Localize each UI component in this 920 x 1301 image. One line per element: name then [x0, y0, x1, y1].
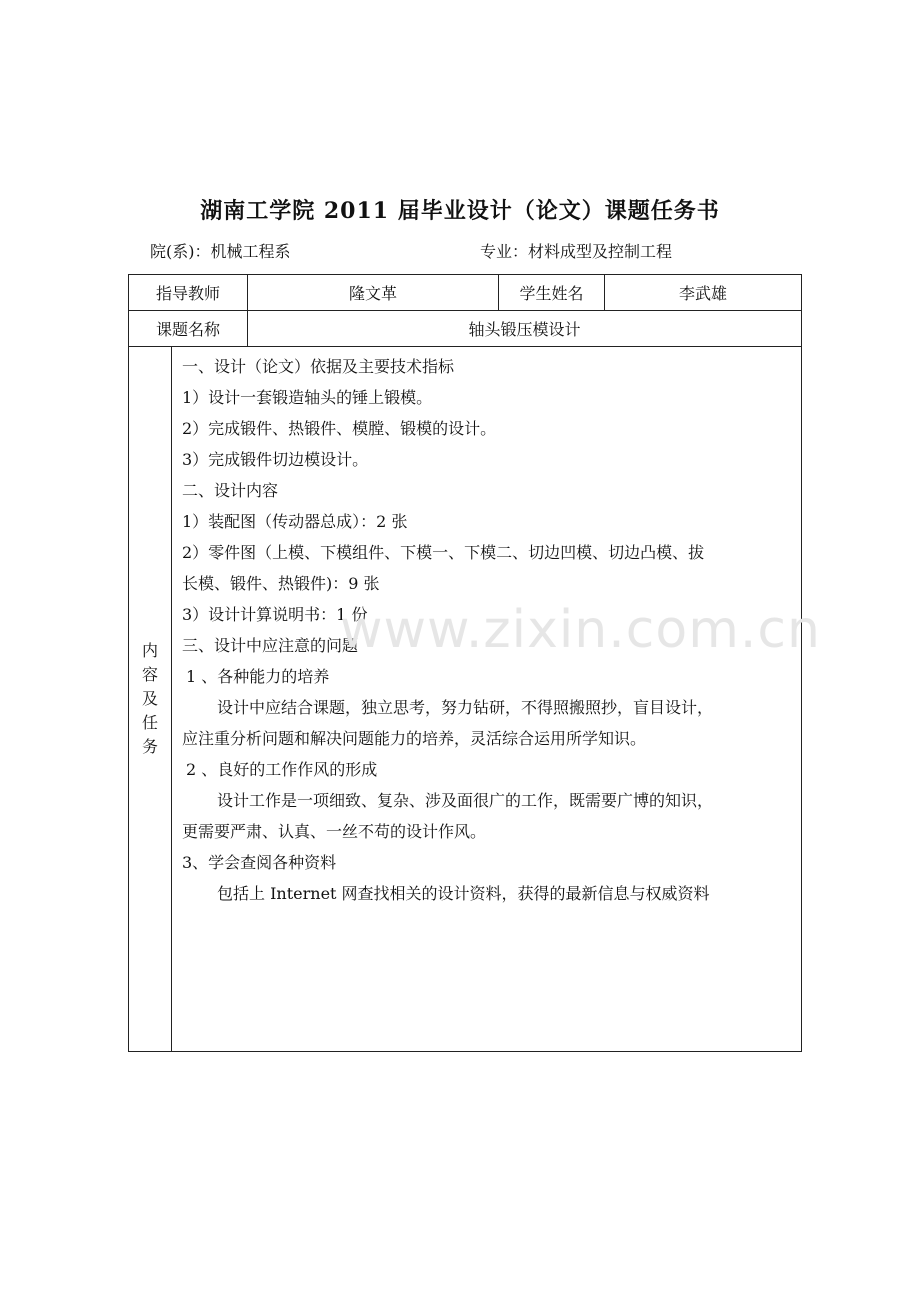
document-title: 湖南工学院 2011 届毕业设计（论文）课题任务书: [200, 198, 720, 224]
content-side-label: [129, 347, 172, 1052]
section-2-title: 二、设计内容: [182, 481, 279, 500]
section-3-sub-1-text-a: 设计中应结合课题，独立思考，努力钻研，不得照搬照抄，盲目设计，: [217, 698, 714, 717]
topic-row: [129, 311, 802, 347]
side-char: 务: [141, 737, 158, 756]
side-char: 内: [141, 641, 158, 660]
section-1-item-1: 1）设计一套锻造轴头的锤上锻模。: [182, 388, 433, 407]
section-3-sub-3-title: 3、学会查阅各种资料: [182, 853, 337, 872]
major-label: 专业：材料成型及控制工程: [480, 242, 673, 261]
section-2-item-1: 1）装配图（传动器总成）：2 张: [182, 512, 408, 531]
section-3-sub-2-text-b: 更需要严肃、认真、一丝不苟的设计作风。: [182, 822, 487, 841]
section-2-item-3: 3）设计计算说明书：1 份: [182, 605, 368, 624]
section-3-sub-1-text-b: 应注重分析问题和解决问题能力的培养，灵活综合运用所学知识。: [182, 729, 647, 748]
section-3-sub-1-title: 1 、各种能力的培养: [186, 667, 330, 686]
section-2-item-2a: 2）零件图（上模、下模组件、下模一、下模二、切边凹模、切边凸模、拔: [182, 543, 705, 562]
watermark: www.zixin.com.cn: [340, 600, 821, 660]
section-3-sub-2-text-a: 设计工作是一项细致、复杂、涉及面很广的工作，既需要广博的知识，: [217, 791, 714, 810]
section-3-sub-3-text-a: 包括上 Internet 网查找相关的设计资料，获得的最新信息与权威资料: [217, 884, 710, 903]
section-1-item-3: 3）完成锻件切边模设计。: [182, 450, 369, 469]
student-name: 李武雄: [605, 275, 802, 311]
section-3-title: 三、设计中应注意的问题: [182, 636, 359, 655]
department-label: 院(系)：机械工程系: [150, 242, 291, 261]
advisor-label: 指导教师: [129, 275, 248, 311]
topic-name: 轴头锻压模设计: [248, 311, 802, 347]
section-1-item-2: 2）完成锻件、热锻件、模膛、锻模的设计。: [182, 419, 497, 438]
task-table: [128, 274, 802, 1052]
advisor-row: [129, 275, 802, 311]
section-1-title: 一、设计（论文）依据及主要技术指标: [182, 357, 455, 376]
content-row: [129, 347, 802, 1052]
advisor-name: 隆文革: [248, 275, 499, 311]
content-body: [172, 347, 802, 1052]
section-2-item-2b: 长模、锻件、热锻件)：9 张: [182, 574, 380, 593]
side-char: 及: [141, 689, 158, 708]
section-3-sub-2-title: 2 、良好的工作作风的形成: [186, 760, 378, 779]
side-char: 容: [141, 665, 158, 684]
side-char: 任: [141, 713, 158, 732]
student-label: 学生姓名: [499, 275, 605, 311]
topic-label: 课题名称: [129, 311, 248, 347]
